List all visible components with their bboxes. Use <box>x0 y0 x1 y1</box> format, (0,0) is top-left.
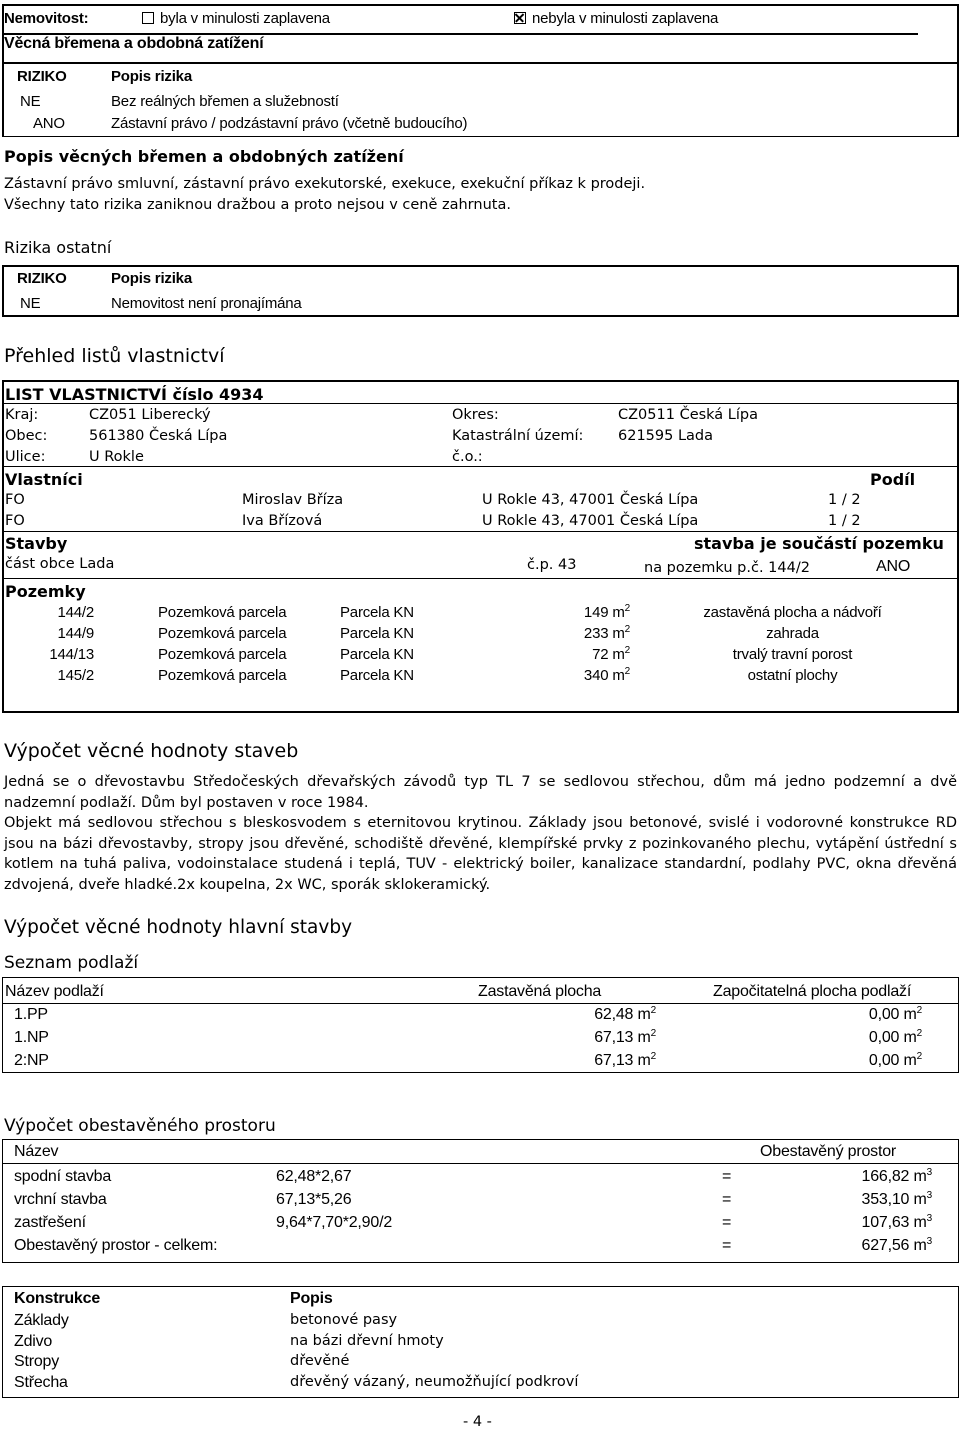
floor-row-built <box>520 1052 656 1070</box>
enc-desc-title: Popis věcných břemen a obdobných zatížení <box>4 147 404 166</box>
constr-col-desc: Popis <box>290 1290 333 1307</box>
owner-2-address: U Rokle 43, 47001 Česká Lípa <box>482 513 699 529</box>
other-risks-title: Rizika ostatní <box>4 238 112 257</box>
floors-col-counted: Započitatelná plocha podlaží <box>713 983 912 1000</box>
land-row-area <box>520 604 630 621</box>
land-row-use: ostatní plochy <box>747 667 838 684</box>
ownership-section-title: Přehled listů vlastnictví <box>4 345 225 367</box>
flood-option-yes-label: byla v minulosti zaplavena <box>160 10 330 27</box>
constr-row-desc: dřevěný vázaný, neumožňující podkroví <box>290 1373 579 1390</box>
share-title: Podíl <box>870 470 916 489</box>
volume-row-name: spodní stavba <box>14 1168 112 1185</box>
enc-col-desc: Popis rizika <box>111 68 192 85</box>
kraj-label: Kraj: <box>5 407 39 423</box>
valuation-para-1: Jedná se o dřevostavbu Středočeských dřevařských závodů typ TL 7 se sedlovou střechou, dům má jedno podzemní a dvě nadzemní podlaží. Dům byl postaven v roce 1984. <box>4 774 957 811</box>
owner-1-type: FO <box>5 492 25 508</box>
land-row-register: Parcela KN <box>340 667 414 684</box>
floors-col-built: Zastavěná plocha <box>478 983 602 1000</box>
obec-label: Obec: <box>5 428 48 444</box>
constr-row-desc: betonové pasy <box>290 1312 398 1328</box>
land-row-area <box>520 646 630 663</box>
volume-row-value <box>780 1191 932 1209</box>
obec-value: 561380 Česká Lípa <box>89 428 228 444</box>
land-row-area-value: 233 m <box>583 625 625 642</box>
volume-row-value <box>780 1237 932 1255</box>
superscript: 2 <box>624 645 630 656</box>
owner-2-name: Iva Břízová <box>242 513 323 529</box>
volume-row-value-text: 627,56 m <box>861 1237 927 1254</box>
constr-row-desc: dřevěné <box>290 1353 350 1369</box>
building-parcel: na pozemku p.č. 144/2 <box>644 560 810 576</box>
floor-row-counted <box>740 1006 922 1024</box>
superscript: 2 <box>916 1028 922 1039</box>
volume-row-equals: = <box>722 1214 732 1231</box>
lv-title: LIST VLASTNICTVÍ číslo 4934 <box>5 385 264 404</box>
land-row-use: trvalý travní porost <box>732 646 853 663</box>
volume-row-equals: = <box>722 1191 732 1208</box>
volume-row-value-text: 353,10 m <box>861 1191 927 1208</box>
flood-option-yes[interactable] <box>142 10 330 27</box>
land-row-number: 145/2 <box>57 667 94 684</box>
superscript: 2 <box>916 1005 922 1016</box>
other-col-risk: RIZIKO <box>17 270 67 287</box>
volume-row-equals: = <box>722 1237 732 1254</box>
superscript: 2 <box>624 603 630 614</box>
main-building-title: Výpočet věcné hodnoty hlavní stavby <box>4 917 353 938</box>
land-row-use: zahrada <box>766 625 819 642</box>
volume-row-name: zastřešení <box>14 1214 86 1231</box>
enc-row-2-risk: ANO <box>33 115 65 132</box>
constr-row-name: Základy <box>14 1312 69 1329</box>
superscript: 2 <box>650 1005 656 1016</box>
constr-row-name: Střecha <box>14 1373 68 1391</box>
enc-desc-line-2: Všechny tato rizika zaniknou dražbou a proto nejsou v ceně zahrnuta. <box>4 197 511 213</box>
constr-row-name: Stropy <box>14 1353 60 1370</box>
kraj-value: CZ051 Liberecký <box>89 407 211 423</box>
enc-desc-line-1: Zástavní právo smluvní, zástavní právo exekutorské, exekuce, exekuční příkaz k prodeji. <box>4 176 646 192</box>
floor-row-counted-value: 0,00 m <box>868 1052 917 1069</box>
land-row-kind: Pozemková parcela <box>158 625 287 642</box>
constr-row-name: Zdivo <box>14 1332 53 1350</box>
enc-col-risk: RIZIKO <box>17 68 67 85</box>
superscript: 2 <box>916 1051 922 1062</box>
volume-row-value <box>780 1214 932 1232</box>
land-row-number: 144/2 <box>57 604 94 621</box>
land-row-number: 144/13 <box>49 646 94 663</box>
land-row-kind: Pozemková parcela <box>158 604 287 621</box>
volume-row-equals: = <box>722 1168 732 1185</box>
volume-col-name: Název <box>14 1143 59 1160</box>
owners-title: Vlastníci <box>5 470 83 489</box>
floor-row-name: 2:NP <box>14 1052 49 1069</box>
ku-label: Katastrální území: <box>452 428 584 444</box>
land-row-kind: Pozemková parcela <box>158 646 287 663</box>
land-row-area-value: 149 m <box>583 604 625 621</box>
floor-row-counted-value: 0,00 m <box>868 1006 917 1023</box>
property-label: Nemovitost: <box>4 10 89 27</box>
constr-row-desc: na bázi dřevní hmoty <box>290 1332 444 1349</box>
volume-row-formula: 9,64*7,70*2,90/2 <box>276 1214 393 1231</box>
owner-1-share: 1 / 2 <box>828 492 861 508</box>
valuation-title: Výpočet věcné hodnoty staveb <box>4 740 299 762</box>
land-title: Pozemky <box>5 582 86 601</box>
other-row-1-risk: NE <box>20 295 41 312</box>
valuation-para-2: Objekt má sedlovou střechou s bleskosvodem s eternitovou krytinou. Základy jsou betonové, svislé i vodorovné konstrukce RD jsou na bázi dřevostavby, stropy jsou dřevěné, schodiště dřevěné, klempířské prvky z pozinkovaného plechu, vytápění ústřední s kotlem na tuhá paliva, vodoinstalace studená i teplá, TUV - elektrický boiler, kanalizace standardní, podlahy PVC, okna dřevěná zdvojená, dveře hladké.2x koupelna, 2x WC, sporák sklokeramický. <box>4 815 957 893</box>
other-row-1-desc: Nemovitost není pronajímána <box>111 295 302 312</box>
land-row-register: Parcela KN <box>340 646 414 663</box>
volume-row-name: vrchní stavba <box>14 1191 107 1208</box>
land-row-kind: Pozemková parcela <box>158 667 287 684</box>
checkbox-not-flooded[interactable] <box>514 12 526 24</box>
floor-row-built-value: 67,13 m <box>594 1029 651 1046</box>
land-row-use: zastavěná plocha a nádvoří <box>703 604 882 621</box>
floor-row-counted <box>740 1029 922 1047</box>
building-part: část obce Lada <box>5 556 115 572</box>
volume-row-formula: 62,48*2,67 <box>276 1168 352 1185</box>
superscript: 2 <box>650 1028 656 1039</box>
co-label: č.o.: <box>452 449 483 465</box>
enc-row-1-desc: Bez reálných břemen a služebností <box>111 93 339 110</box>
volume-row-value-text: 166,82 m <box>861 1168 927 1185</box>
floor-row-name: 1.PP <box>14 1006 48 1023</box>
floor-row-built-value: 62,48 m <box>594 1006 651 1023</box>
ulice-label: Ulice: <box>5 449 46 465</box>
constr-col-name: Konstrukce <box>14 1290 101 1307</box>
superscript: 3 <box>926 1213 932 1224</box>
volume-title: Výpočet obestavěného prostoru <box>4 1116 276 1136</box>
owner-1-address: U Rokle 43, 47001 Česká Lípa <box>482 492 699 508</box>
land-row-area <box>520 667 630 684</box>
checkbox-flooded[interactable] <box>142 12 154 24</box>
superscript: 2 <box>624 666 630 677</box>
superscript: 3 <box>926 1236 932 1247</box>
superscript: 3 <box>926 1190 932 1201</box>
owner-1-name: Miroslav Bříza <box>242 492 344 508</box>
volume-row-formula: 67,13*5,26 <box>276 1191 352 1208</box>
flood-option-no[interactable] <box>514 10 718 27</box>
owner-2-type: FO <box>5 513 25 529</box>
superscript: 2 <box>650 1051 656 1062</box>
floor-row-built <box>520 1006 656 1024</box>
volume-row-value-text: 107,63 m <box>861 1214 927 1231</box>
land-row-register: Parcela KN <box>340 604 414 621</box>
okres-label: Okres: <box>452 407 499 423</box>
floor-row-counted-value: 0,00 m <box>868 1029 917 1046</box>
land-row-register: Parcela KN <box>340 625 414 642</box>
building-cp: č.p. 43 <box>527 557 577 573</box>
floors-title: Seznam podlaží <box>4 953 139 973</box>
page-number: - 4 - <box>463 1414 492 1430</box>
owner-2-share: 1 / 2 <box>828 513 861 529</box>
buildings-title: Stavby <box>5 534 68 553</box>
flood-option-no-label: nebyla v minulosti zaplavena <box>532 10 719 27</box>
buildings-part-title: stavba je součástí pozemku <box>694 534 944 553</box>
ku-value: 621595 Lada <box>618 428 714 444</box>
floor-row-name: 1.NP <box>14 1029 49 1046</box>
superscript: 3 <box>926 1167 932 1178</box>
floor-row-built <box>520 1029 656 1047</box>
building-is-part: ANO <box>876 558 911 575</box>
superscript: 2 <box>624 624 630 635</box>
land-row-area-value: 340 m <box>583 667 625 684</box>
volume-col-value: Obestavěný prostor <box>760 1143 897 1160</box>
land-row-area-value: 72 m <box>592 646 625 663</box>
volume-row-name: Obestavěný prostor - celkem: <box>14 1237 218 1254</box>
floor-row-built-value: 67,13 m <box>594 1052 651 1069</box>
floor-row-counted <box>740 1052 922 1070</box>
floors-col-name: Název podlaží <box>5 983 104 1000</box>
other-col-desc: Popis rizika <box>111 270 192 287</box>
ulice-value: U Rokle <box>89 449 144 465</box>
land-row-number: 144/9 <box>57 625 94 642</box>
enc-row-1-risk: NE <box>20 93 41 110</box>
land-row-area <box>520 625 630 642</box>
encumbrances-title: Věcná břemena a obdobná zatížení <box>4 35 264 52</box>
okres-value: CZ0511 Česká Lípa <box>618 407 759 423</box>
volume-row-value <box>780 1168 932 1186</box>
enc-row-2-desc: Zástavní právo / podzástavní právo (včetně budoucího) <box>111 115 468 132</box>
